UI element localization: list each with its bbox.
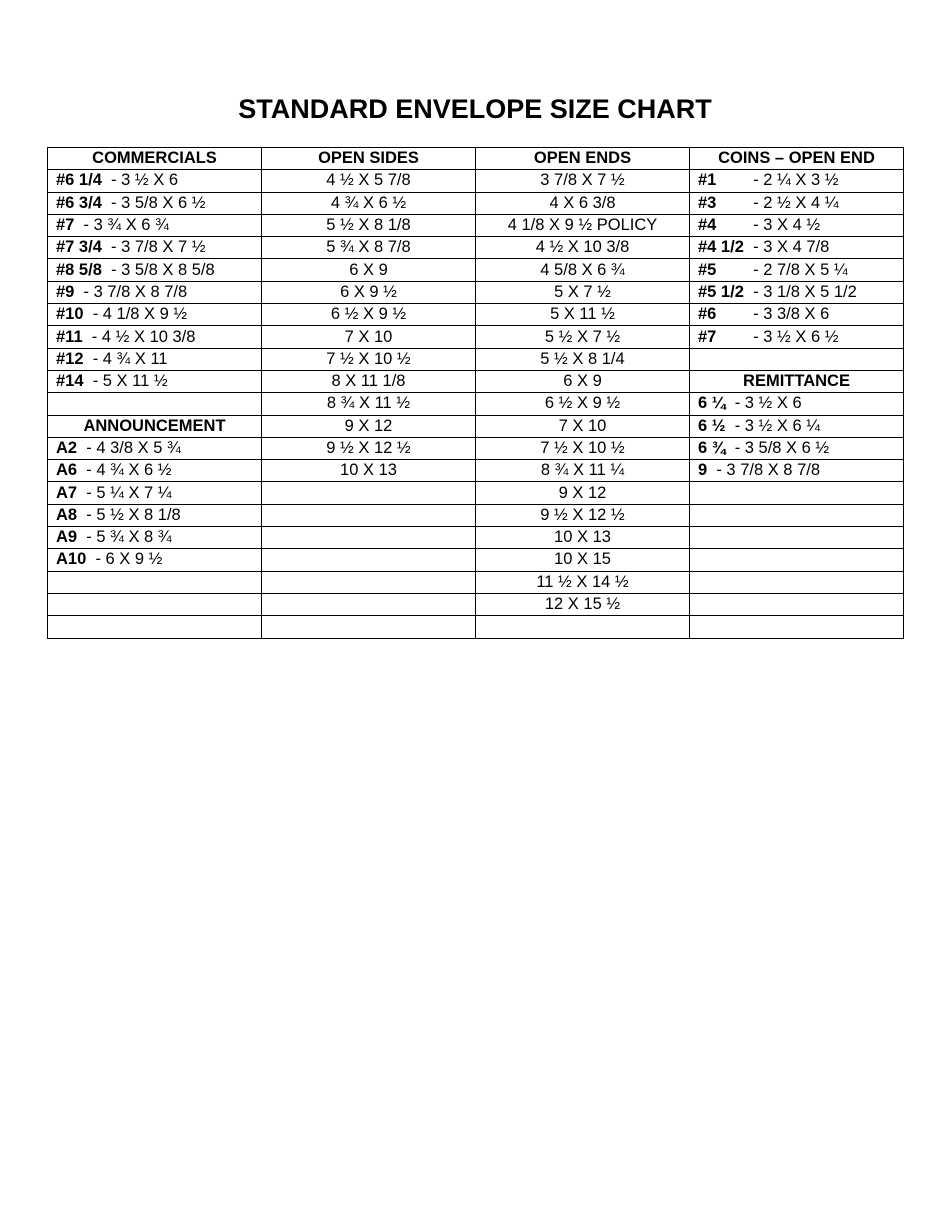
size-value: - 2 ¼ X 3 ½ — [744, 171, 839, 190]
open-ends-size: 3 7/8 X 7 ½ — [476, 170, 690, 192]
size-value: - 2 7/8 X 5 ¼ — [744, 260, 848, 279]
open-ends-size: 4 ½ X 10 3/8 — [476, 237, 690, 259]
coin-size — [690, 259, 904, 281]
empty-cell — [690, 593, 904, 615]
open-ends-size: 10 X 15 — [476, 549, 690, 571]
coin-size — [690, 326, 904, 348]
empty-cell — [690, 348, 904, 370]
open-sides-size: 5 ¾ X 8 7/8 — [262, 237, 476, 259]
coin-size — [690, 237, 904, 259]
announcement-size — [48, 460, 262, 482]
coin-size — [690, 304, 904, 326]
size-code: A10 — [56, 550, 87, 569]
table-row — [48, 593, 904, 615]
commercial-size — [48, 170, 262, 192]
remittance-size — [690, 415, 904, 437]
size-code: A8 — [56, 505, 78, 524]
open-ends-size: 6 ½ X 9 ½ — [476, 393, 690, 415]
size-code: A9 — [56, 528, 78, 547]
open-sides-size: 4 ½ X 5 7/8 — [262, 170, 476, 192]
open-ends-size: 11 ½ X 14 ½ — [476, 571, 690, 593]
size-value: - 3 ½ X 6 ½ — [744, 327, 839, 346]
open-ends-size: 8 ¾ X 11 ¼ — [476, 460, 690, 482]
open-ends-size: 9 X 12 — [476, 482, 690, 504]
announcement-size — [48, 549, 262, 571]
empty-cell — [690, 482, 904, 504]
empty-cell — [690, 504, 904, 526]
coin-size — [690, 170, 904, 192]
size-code: 6 ½ — [698, 416, 726, 435]
table-row — [48, 393, 904, 415]
open-ends-size: 4 X 6 3/8 — [476, 192, 690, 214]
empty-cell — [262, 482, 476, 504]
open-sides-size: 7 ½ X 10 ½ — [262, 348, 476, 370]
remittance-size — [690, 460, 904, 482]
empty-cell — [48, 571, 262, 593]
announcement-size — [48, 527, 262, 549]
open-sides-size: 9 X 12 — [262, 415, 476, 437]
coin-size — [690, 214, 904, 236]
open-ends-size: 4 1/8 X 9 ½ POLICY — [476, 214, 690, 236]
size-value: - 2 ½ X 4 ¼ — [744, 193, 839, 212]
empty-cell — [48, 593, 262, 615]
empty-cell — [262, 527, 476, 549]
open-sides-size: 10 X 13 — [262, 460, 476, 482]
size-value: - 5 ½ X 8 1/8 — [77, 505, 181, 524]
size-value: - 3 5/8 X 6 ½ — [101, 193, 206, 212]
open-ends-size: 10 X 13 — [476, 527, 690, 549]
commercial-size — [48, 326, 262, 348]
commercial-size — [48, 304, 262, 326]
table-row — [48, 170, 904, 192]
size-code: #5 — [698, 260, 717, 279]
commercial-size — [48, 192, 262, 214]
empty-cell — [262, 571, 476, 593]
empty-cell — [476, 616, 690, 638]
commercial-size — [48, 370, 262, 392]
page-title: STANDARD ENVELOPE SIZE CHART — [238, 94, 712, 124]
table-row — [48, 192, 904, 214]
size-value: - 4 ¾ X 11 — [83, 349, 168, 368]
table-row — [48, 571, 904, 593]
open-sides-size: 8 X 11 1/8 — [262, 370, 476, 392]
empty-cell — [262, 593, 476, 615]
table-row — [48, 616, 904, 638]
size-value: - 3 5/8 X 8 5/8 — [101, 260, 215, 279]
empty-cell — [262, 549, 476, 571]
table-row — [48, 237, 904, 259]
size-code: 9 — [698, 461, 708, 480]
open-sides-size: 9 ½ X 12 ½ — [262, 437, 476, 459]
size-value: - 3 5/8 X 6 ½ — [725, 439, 830, 457]
commercial-size — [48, 237, 262, 259]
empty-cell — [48, 393, 262, 415]
size-value: - 5 X 11 ½ — [83, 372, 168, 391]
announcement-size — [48, 437, 262, 459]
open-ends-size: 12 X 15 ½ — [476, 593, 690, 615]
size-code: A2 — [56, 439, 78, 457]
size-code: #6 1/4 — [56, 171, 102, 190]
table-row — [48, 482, 904, 504]
size-code: #14 — [56, 372, 84, 391]
open-sides-size: 6 X 9 ½ — [262, 281, 476, 303]
size-code: #3 — [698, 193, 717, 212]
open-ends-size: 5 X 7 ½ — [476, 281, 690, 303]
table-row — [48, 370, 904, 392]
open-sides-size: 6 ½ X 9 ½ — [262, 304, 476, 326]
size-code: #6 — [698, 305, 717, 324]
open-ends-size: 6 X 9 — [476, 370, 690, 392]
size-code: #7 3/4 — [56, 238, 102, 257]
table-row — [48, 504, 904, 526]
size-code: 6 ¾ — [698, 439, 726, 457]
size-value: - 3 ½ X 6 — [725, 394, 802, 413]
table-row — [48, 460, 904, 482]
commercial-size — [48, 281, 262, 303]
open-sides-size: 8 ¾ X 11 ½ — [262, 393, 476, 415]
size-value: - 3 3/8 X 6 — [744, 305, 830, 324]
open-sides-size: 6 X 9 — [262, 259, 476, 281]
commercial-size — [48, 214, 262, 236]
empty-cell — [48, 616, 262, 638]
open-sides-size: 7 X 10 — [262, 326, 476, 348]
commercial-size — [48, 348, 262, 370]
size-code: #5 1/2 — [698, 282, 744, 301]
size-code: #8 5/8 — [56, 260, 102, 279]
size-code: A6 — [56, 461, 78, 480]
commercial-size — [48, 259, 262, 281]
size-code: #12 — [56, 349, 84, 368]
size-value: - 4 ½ X 10 3/8 — [82, 327, 196, 346]
size-code: #1 — [698, 171, 717, 190]
size-value: - 3 7/8 X 8 7/8 — [74, 282, 188, 301]
coin-size — [690, 192, 904, 214]
open-ends-size: 9 ½ X 12 ½ — [476, 504, 690, 526]
size-value: - 6 X 9 ½ — [86, 550, 163, 569]
coin-size — [690, 281, 904, 303]
open-ends-size: 7 X 10 — [476, 415, 690, 437]
size-code: #11 — [56, 327, 83, 346]
table-row — [48, 415, 904, 437]
header-open-ends: OPEN ENDS — [476, 148, 690, 170]
size-value: - 3 7/8 X 7 ½ — [101, 238, 206, 257]
size-value: - 3 ¾ X 6 ¾ — [74, 216, 169, 235]
size-code: #7 — [698, 327, 717, 346]
size-code: #7 — [56, 216, 75, 235]
empty-cell — [690, 571, 904, 593]
open-sides-size: 4 ¾ X 6 ½ — [262, 192, 476, 214]
header-commercials: COMMERCIALS — [48, 148, 262, 170]
size-code: #6 3/4 — [56, 193, 102, 212]
size-value: - 4 1/8 X 9 ½ — [83, 305, 188, 324]
envelope-size-table — [47, 147, 904, 639]
empty-cell — [262, 616, 476, 638]
size-value: - 3 7/8 X 8 7/8 — [707, 461, 821, 480]
size-code: A7 — [56, 483, 78, 502]
remittance-size — [690, 393, 904, 415]
size-code: 6 ¼ — [698, 394, 726, 413]
open-ends-size: 5 ½ X 7 ½ — [476, 326, 690, 348]
announcement-size — [48, 482, 262, 504]
table-row — [48, 549, 904, 571]
header-row — [48, 148, 904, 170]
table-row — [48, 437, 904, 459]
size-value: - 5 ¼ X 7 ¼ — [77, 483, 172, 502]
empty-cell — [262, 504, 476, 526]
size-code: #4 — [698, 216, 717, 235]
open-ends-size: 5 ½ X 8 1/4 — [476, 348, 690, 370]
table-row — [48, 326, 904, 348]
header-open-sides: OPEN SIDES — [262, 148, 476, 170]
size-value: - 3 1/8 X 5 1/2 — [744, 282, 857, 301]
table-row — [48, 281, 904, 303]
remittance-size — [690, 437, 904, 459]
table-row — [48, 348, 904, 370]
table-row — [48, 259, 904, 281]
size-code: #4 1/2 — [698, 238, 744, 257]
header-coins-open-end: COINS – OPEN END — [690, 148, 904, 170]
size-value: - 4 3/8 X 5 ¾ — [77, 439, 181, 457]
table-row — [48, 527, 904, 549]
table-row — [48, 304, 904, 326]
size-code: #9 — [56, 282, 75, 301]
announcement-size — [48, 504, 262, 526]
empty-cell — [690, 549, 904, 571]
size-value: - 3 ½ X 6 ¼ — [725, 416, 820, 435]
open-ends-size: 4 5/8 X 6 ¾ — [476, 259, 690, 281]
announcement-heading: ANNOUNCEMENT — [48, 415, 262, 437]
open-ends-size: 5 X 11 ½ — [476, 304, 690, 326]
size-value: - 3 X 4 ½ — [744, 216, 821, 235]
empty-cell — [690, 527, 904, 549]
size-code: #10 — [56, 305, 84, 324]
size-value: - 3 ½ X 6 — [101, 171, 178, 190]
remittance-heading: REMITTANCE — [690, 370, 904, 392]
size-value: - 3 X 4 7/8 — [744, 238, 830, 257]
empty-cell — [690, 616, 904, 638]
table-row — [48, 214, 904, 236]
open-sides-size: 5 ½ X 8 1/8 — [262, 214, 476, 236]
open-ends-size: 7 ½ X 10 ½ — [476, 437, 690, 459]
size-value: - 4 ¾ X 6 ½ — [77, 461, 172, 480]
size-value: - 5 ¾ X 8 ¾ — [77, 528, 172, 547]
